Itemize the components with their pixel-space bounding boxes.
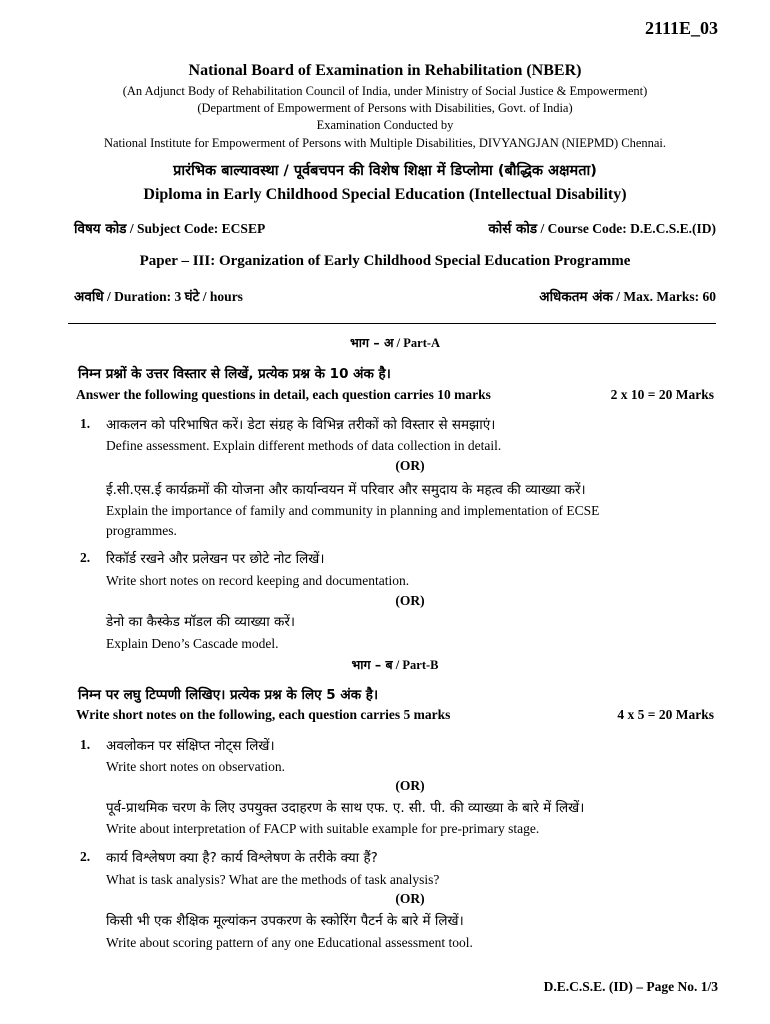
part-b-instruction-hindi: निम्न पर लघु टिप्पणी लिखिए। प्रत्येक प्रश्न के लिए 5 अंक है। bbox=[78, 687, 379, 703]
adjunct-line: (An Adjunct Body of Rehabilitation Council of India, under Ministry of Social Justice & Empowerment) bbox=[122, 84, 648, 98]
question-text-hindi: रिकॉर्ड रखने और प्रलेखन पर छोटे नोट लिखें। bbox=[106, 551, 325, 567]
part-a-instruction-hindi: निम्न प्रश्नों के उत्तर विस्तार से लिखें, प्रत्येक प्रश्न के 10 अंक है। bbox=[78, 366, 391, 382]
course-code: कोर्स कोड / Course Code: D.E.C.S.E.(ID) bbox=[488, 221, 716, 237]
or-separator: (OR) bbox=[395, 458, 425, 473]
paper-code: 2111E_03 bbox=[644, 18, 718, 38]
question-number: 2. bbox=[80, 550, 91, 565]
duration-row bbox=[74, 287, 716, 305]
or-separator: (OR) bbox=[395, 891, 425, 906]
question-text-english: Write short notes on record keeping and documentation. bbox=[106, 573, 410, 588]
question-text-english-cont: programmes. bbox=[106, 523, 177, 538]
part-a-instruction-english: Answer the following questions in detail, each question carries 10 marks bbox=[76, 387, 491, 402]
question-text-hindi: आकलन को परिभाषित करें। डेटा संग्रह के विभिन्न तरीकों को विस्तार से समझाएं। bbox=[106, 417, 496, 433]
question-number: 1. bbox=[80, 737, 91, 752]
question-text-english: Write short notes on observation. bbox=[106, 759, 286, 774]
codes-row bbox=[74, 219, 716, 237]
question-text-english: Define assessment. Explain different methods of data collection in detail. bbox=[106, 438, 502, 453]
question-text-hindi: किसी भी एक शैक्षिक मूल्यांकन उपकरण के स्कोरिंग पैटर्न के बारे में लिखें। bbox=[106, 913, 464, 929]
question-text-english: Explain Deno’s Cascade model. bbox=[106, 636, 279, 651]
part-b-instruction-row bbox=[76, 707, 714, 723]
department-line: (Department of Empowerment of Persons with Disabilities, Govt. of India) bbox=[197, 101, 573, 115]
or-separator: (OR) bbox=[395, 778, 425, 793]
part-a-marks: 2 x 10 = 20 Marks bbox=[610, 387, 714, 402]
diploma-title-english: Diploma in Early Childhood Special Education (Intellectual Disability) bbox=[143, 186, 627, 203]
board-title: National Board of Examination in Rehabilitation (NBER) bbox=[188, 62, 582, 79]
part-b-instruction-english: Write short notes on the following, each question carries 5 marks bbox=[76, 707, 451, 722]
part-a-heading: भाग – अ / Part-A bbox=[349, 335, 441, 350]
subject-code: विषय कोड / Subject Code: ECSEP bbox=[74, 221, 266, 237]
duration: अवधि / Duration: 3 घंटे / hours bbox=[74, 289, 243, 305]
question-text-hindi: कार्य विश्लेषण क्या है? कार्य विश्लेषण के तरीके क्या हैं? bbox=[106, 850, 378, 866]
question-text-hindi: पूर्व-प्राथमिक चरण के लिए उपयुक्त उदाहरण के साथ एफ. ए. सी. पी. की व्याख्या के बारे में लिखें। bbox=[106, 800, 585, 816]
question-number: 2. bbox=[80, 849, 91, 864]
paper-title: Paper – III: Organization of Early Childhood Special Education Programme bbox=[139, 253, 631, 269]
question-text-hindi: अवलोकन पर संक्षिप्त नोट्स लिखें। bbox=[106, 738, 275, 754]
or-separator: (OR) bbox=[395, 593, 425, 608]
question-text-hindi: ई.सी.एस.ई कार्यक्रमों की योजना और कार्यान्वयन में परिवार और समुदाय के महत्व की व्याख्या करें। bbox=[106, 482, 586, 498]
part-b-marks: 4 x 5 = 20 Marks bbox=[617, 707, 714, 722]
page-footer: D.E.C.S.E. (ID) – Page No. 1/3 bbox=[543, 979, 718, 994]
question-text-english: Write about interpretation of FACP with suitable example for pre-primary stage. bbox=[106, 821, 540, 836]
diploma-title-hindi: प्रारंभिक बाल्यावस्था / पूर्वबचपन की विशेष शिक्षा में डिप्लोमा (बौद्धिक अक्षमता) bbox=[173, 163, 597, 179]
question-text-english: What is task analysis? What are the methods of task analysis? bbox=[106, 872, 440, 887]
part-a-instruction-row bbox=[76, 387, 714, 403]
question-text-english: Explain the importance of family and community in planning and implementation of ECSE bbox=[106, 503, 600, 518]
institute-line: National Institute for Empowerment of Persons with Multiple Disabilities, DIVYANGJAN (NIEPMD) Chennai. bbox=[103, 136, 667, 150]
question-text-english: Write about scoring pattern of any one Educational assessment tool. bbox=[106, 935, 473, 950]
question-text-hindi: डेनो का कैस्केड मॉडल की व्याख्या करें। bbox=[106, 614, 296, 630]
question-number: 1. bbox=[80, 416, 91, 431]
max-marks: अधिकतम अंक / Max. Marks: 60 bbox=[539, 289, 716, 305]
conducted-by-line: Examination Conducted by bbox=[316, 118, 454, 132]
header-divider bbox=[68, 323, 716, 324]
part-b-heading: भाग – ब / Part-B bbox=[351, 657, 439, 672]
